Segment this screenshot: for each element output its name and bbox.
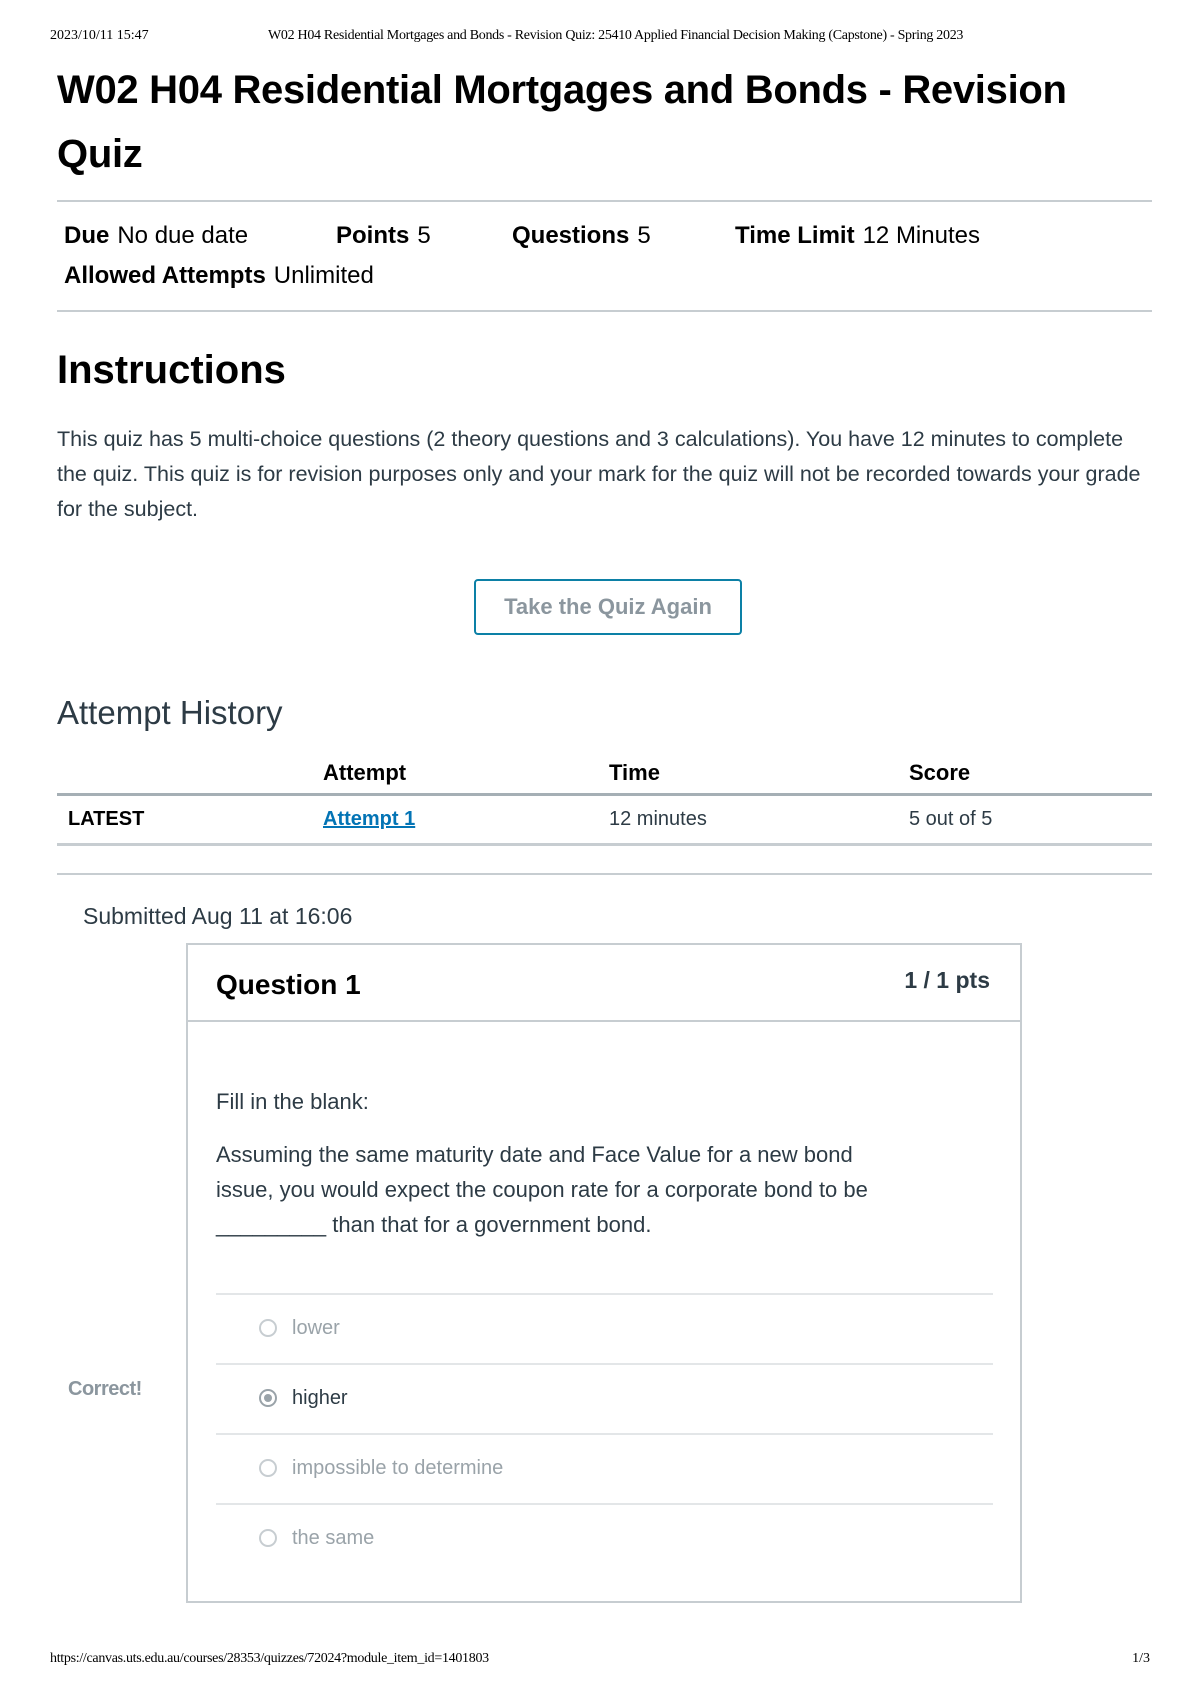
table-row bbox=[57, 795, 1152, 845]
latest-tag: LATEST bbox=[57, 795, 323, 845]
column-header-score: Score bbox=[909, 753, 1152, 795]
divider bbox=[57, 873, 1152, 875]
print-footer bbox=[50, 1651, 1150, 1671]
question-card bbox=[186, 943, 1022, 1603]
questions-value: 5 bbox=[637, 222, 651, 249]
take-quiz-again-button[interactable]: Take the Quiz Again bbox=[474, 579, 742, 635]
allowed-attempts-detail bbox=[64, 262, 374, 290]
answer-list bbox=[216, 1293, 993, 1573]
print-page-title: W02 H04 Residential Mortgages and Bonds - Revision Quiz: 25410 Applied Financial Decision Making (Capstone) - Spring 2023 bbox=[268, 28, 964, 43]
submitted-timestamp: Submitted Aug 11 at 16:06 bbox=[83, 903, 353, 929]
attempt-time: 12 minutes bbox=[609, 795, 909, 845]
answer-label: lower bbox=[292, 1317, 340, 1339]
answer-option[interactable] bbox=[216, 1433, 993, 1503]
column-header-time: Time bbox=[609, 753, 909, 795]
question-prompt: Fill in the blank: bbox=[216, 1089, 369, 1114]
answer-label: impossible to determine bbox=[292, 1457, 504, 1479]
column-header-tag bbox=[57, 753, 323, 795]
answer-label: the same bbox=[292, 1527, 375, 1549]
time-limit-label: Time Limit bbox=[735, 222, 855, 249]
answer-option[interactable] bbox=[216, 1293, 993, 1363]
points-detail bbox=[336, 222, 512, 250]
attempt-history-table bbox=[57, 753, 1152, 846]
print-header bbox=[50, 28, 1150, 48]
instructions-text: This quiz has 5 multi-choice questions (2 theory questions and 3 calculations). You have 12 minutes to complete the quiz. This quiz is for revision purposes only and your mark for the quiz will not be recorded towards your grade for the subject. bbox=[57, 427, 1141, 521]
quiz-details bbox=[57, 200, 1152, 312]
questions-detail bbox=[512, 222, 735, 250]
due-detail bbox=[64, 222, 336, 250]
quiz-title: W02 H04 Residential Mortgages and Bonds - Revision Quiz bbox=[57, 68, 1067, 176]
quiz-content bbox=[57, 58, 1152, 930]
allowed-attempts-value: Unlimited bbox=[273, 262, 374, 289]
due-label: Due bbox=[64, 222, 110, 249]
question-header bbox=[188, 945, 1020, 1022]
question-body bbox=[188, 1022, 1020, 1242]
questions-label: Questions bbox=[512, 222, 630, 249]
question-text: Assuming the same maturity date and Face Value for a new bond issue, you would expect the coupon rate for a corporate bond to be _________ than that for a government bond. bbox=[216, 1142, 868, 1237]
radio-button[interactable] bbox=[259, 1529, 277, 1547]
points-label: Points bbox=[336, 222, 410, 249]
due-value: No due date bbox=[117, 222, 249, 249]
instructions-heading: Instructions bbox=[57, 348, 286, 392]
radio-button-selected[interactable] bbox=[259, 1389, 277, 1407]
attempt-score: 5 out of 5 bbox=[909, 795, 1152, 845]
column-header-attempt: Attempt bbox=[323, 753, 609, 795]
correct-answer-tag: Correct! bbox=[68, 1378, 187, 1408]
radio-button[interactable] bbox=[259, 1459, 277, 1477]
allowed-attempts-label: Allowed Attempts bbox=[64, 262, 266, 289]
attempt-1-link[interactable]: Attempt 1 bbox=[323, 808, 416, 830]
question-points: 1 / 1 pts bbox=[904, 967, 990, 993]
answer-option-selected[interactable] bbox=[216, 1363, 993, 1433]
table-header-row bbox=[57, 753, 1152, 795]
page-number: 1/3 bbox=[1132, 1651, 1150, 1666]
points-value: 5 bbox=[417, 222, 431, 249]
time-limit-detail bbox=[735, 222, 980, 250]
attempt-history-heading: Attempt History bbox=[57, 694, 283, 731]
answer-option[interactable] bbox=[216, 1503, 993, 1573]
print-url: https://canvas.uts.edu.au/courses/28353/quizzes/72024?module_item_id=1401803 bbox=[50, 1651, 489, 1666]
question-title: Question 1 bbox=[216, 969, 361, 1000]
radio-button[interactable] bbox=[259, 1319, 277, 1337]
time-limit-value: 12 Minutes bbox=[862, 222, 980, 249]
print-timestamp: 2023/10/11 15:47 bbox=[50, 28, 149, 43]
answer-label: higher bbox=[292, 1387, 348, 1409]
